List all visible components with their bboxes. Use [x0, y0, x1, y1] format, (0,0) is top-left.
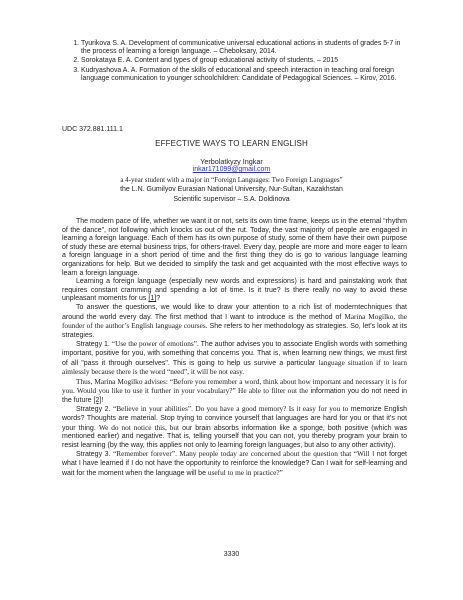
paragraph: The modern pace of life, whether we want it or not, sets its own time frame, keeps us in the eternal “rhythm of the dance”, not following which knocks us out of the rut. Today, the vast majority of people are engaged in learning a foreign language. Each of them has its own purpose of study, some of them have their own purpose of study these are eternal business trips, for others-travel. Every day, people are more and more eager to learn a foreign language in a short period of time and the first thing they do is go to various language learning organizations for help. But we decided to simplify the task and get acquainted with the most effective ways to learn a foreign language.: [62, 218, 407, 277]
citation-link[interactable]: [2]: [93, 396, 102, 404]
paragraph: Strategy 3. “Remember forever”. Many people today are concerned about the question that “Will I not forget what I have learned if I do not have the opportunity to reinforce the knowledge? Can I wait for self-learning and wait for the moment when the language will be useful to me in practice?”: [62, 449, 407, 477]
page-number: 3330: [223, 551, 240, 558]
paragraph: Strategy 2. “Believe in your abilities”. Do you have a good memory? Is it easy for you to memorize English words? Thoughts are material. Stop trying to convince yourself that languages are hard for you or that it’s not your thing. We do not notice this, but our brain absorbs information like a sponge, both positive (which was mentioned earlier) and negative. That is, telling yourself that you can not, you thereby program your brain to resist learning (by the way, this applies not only to learning foreign languages, but also to any other activity).: [62, 404, 408, 449]
author-name: Yerbolatkyzy Ingkar: [200, 157, 263, 166]
reference-item: 2. Sorokataya E. A. Content and types of group educational activity of students. – 2015: [81, 57, 405, 65]
author-affiliation-degree: a 4-year student with a major in “Foreign Languages: Two Foreign Languages”: [120, 176, 343, 184]
paragraph: Thus, Marina Mogilko advises: “Before you remember a word, think about how important and necessary it is for you. Would you like to use it further in your vocabulary?” He able to filter out the information you do not need in the future [2]!: [62, 376, 408, 404]
scientific-supervisor: Scientific supervisor – S.A. Doldinova: [173, 196, 290, 203]
article-body: [62, 218, 407, 478]
article-title: EFFECTIVE WAYS TO LEARN ENGLISH: [155, 139, 308, 148]
reference-item: 3. Kudryashova A. A. Formation of the skills of educational and speech interaction in teaching oral foreign language communication to younger schoolchildren: Candidate of Pedagogical Sciences. – Kirov, 2016.: [81, 67, 405, 83]
paragraph: Strategy 1. “Use the power of emotions”. The author advises you to associate English words with something important, positive for you, with something that concerns you. That is, when learning new things, we must first of all "pass it through ourselves". This is going to help us survive a particular language situation if to learn aimlessly because there is the word “need”, it will be not easy.: [62, 339, 408, 377]
reference-list: [64, 40, 405, 84]
paragraph: Learning a foreign language (especially new words and expressions) is hard and painstaking work that requires constant cramming and spending a lot of time. Is it true? Is there really no way to avoid these unpleasant moments for us [1]?: [62, 278, 407, 303]
reference-item: 1. Tyurikova S. A. Development of communicative universal educational actions in students of grades 5-7 in the process of learning a foreign language. – Cheboksary, 2014.: [81, 40, 405, 56]
citation-link[interactable]: [1]: [148, 295, 157, 303]
author-affiliation-university: the L.N. Gumilyov Eurasian National University, Nur-Sultan, Kazakhstan: [120, 186, 343, 193]
paragraph: To answer the questions, we would like to draw your attention to a rich list of moderntechniques that around the world every day. The first method that I want to introduce is the method of Marina Mogilko, the founder of the author’s English language courses. She refers to her methodology as strategies. So, let’s look at its strategies.: [62, 303, 407, 339]
udc-code: UDC 372.881.111.1: [62, 126, 123, 133]
author-email-link[interactable]: inkar171099@gmail.com: [192, 166, 271, 173]
